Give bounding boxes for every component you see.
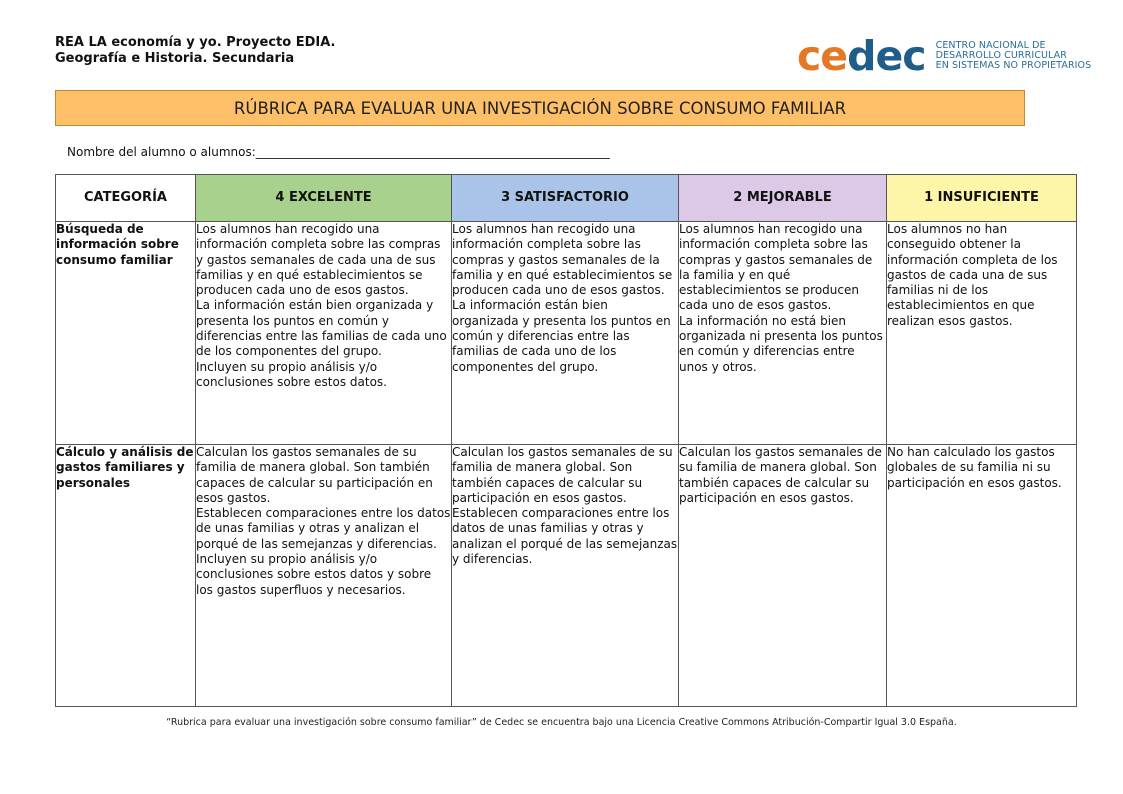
logo-word-dec: dec (847, 32, 926, 80)
table-row (56, 222, 1077, 445)
logo-sub-line-3: EN SISTEMAS NO PROPIETARIOS (935, 60, 1092, 71)
cedec-logo (797, 34, 1091, 78)
header-excelente: 4 EXCELENTE (196, 175, 452, 222)
cell-satisfactorio: Calculan los gastos semanales de su familia de manera global. Son también capaces de calcular su participación en esos gastos. Establecen comparaciones entre los datos de unas familias y otras y analizan el porqué de las semejanzas y diferencias. (452, 445, 679, 707)
header-category: CATEGORÍA (56, 175, 196, 222)
logo-word-ce: ce (797, 32, 848, 80)
student-name-field: Nombre del alumno o alumnos:___________________________________________________________ (67, 145, 610, 159)
logo-word (797, 34, 926, 78)
header-mejorable: 2 MEJORABLE (679, 175, 887, 222)
header-satisfactorio: 3 SATISFACTORIO (452, 175, 679, 222)
logo-sub-line-2: DESARROLLO CURRICULAR (935, 50, 1067, 61)
cell-excelente: Los alumnos han recogido una información completa sobre las compras y gastos semanales de cada una de sus familias y en qué establecimientos se producen cada uno de esos gastos. La información están bien organizada y presenta los puntos en común y diferencias entre las familias de cada uno de los componentes del grupo. Incluyen su propio análisis y/o conclusiones sobre estos datos. (196, 222, 452, 445)
table-header-row (56, 175, 1077, 222)
header-line-2: Geografía e Historia. Secundaria (55, 51, 295, 66)
cell-satisfactorio: Los alumnos han recogido una información completa sobre las compras y gastos semanales de la familia y en qué establecimientos se producen cada uno de esos gastos. La información están bien organizada y presenta los puntos en común y diferencias entre las familias de cada uno de los componentes del grupo. (452, 222, 679, 445)
table-row (56, 445, 1077, 707)
license-footer: “Rubrica para evaluar una investigación sobre consumo familiar” de Cedec se encuentra bajo una Licencia Creative Commons Atribución-Compartir Igual 3.0 España. (166, 717, 957, 728)
rubric-table (55, 174, 1077, 707)
logo-subtitle (936, 41, 1092, 71)
cell-mejorable: Calculan los gastos semanales de su familia de manera global. Son también capaces de calcular su participación en esos gastos. (679, 445, 887, 707)
cell-insuficiente: Los alumnos no han conseguido obtener la información completa de los gastos de cada una de sus familias ni de los establecimientos en que realizan esos gastos. (887, 222, 1077, 445)
document-header (55, 35, 335, 67)
cell-excelente: Calculan los gastos semanales de su familia de manera global. Son también capaces de calcular su participación en esos gastos. Establecen comparaciones entre los datos de unas familias y otras y analizan el porqué de las semejanzas y diferencias. Incluyen su propio análisis y/o conclusiones sobre estos datos y sobre los gastos superfluos y necesarios. (196, 445, 452, 707)
header-line-1: REA LA economía y yo. Proyecto EDIA. (55, 35, 336, 50)
cell-insuficiente: No han calculado los gastos globales de su familia ni su participación en esos gastos. (887, 445, 1077, 707)
logo-sub-line-1: CENTRO NACIONAL DE (935, 40, 1046, 51)
row-category: Búsqueda de información sobre consumo familiar (56, 222, 196, 445)
cell-mejorable: Los alumnos han recogido una información completa sobre las compras y gastos semanales de la familia y en qué establecimientos se producen cada uno de esos gastos. La información no está bien organizada ni presenta los puntos en común y diferencias entre unos y otros. (679, 222, 887, 445)
header-insuficiente: 1 INSUFICIENTE (887, 175, 1077, 222)
rubric-title: RÚBRICA PARA EVALUAR UNA INVESTIGACIÓN SOBRE CONSUMO FAMILIAR (55, 90, 1025, 126)
row-category: Cálculo y análisis de gastos familiares y personales (56, 445, 196, 707)
